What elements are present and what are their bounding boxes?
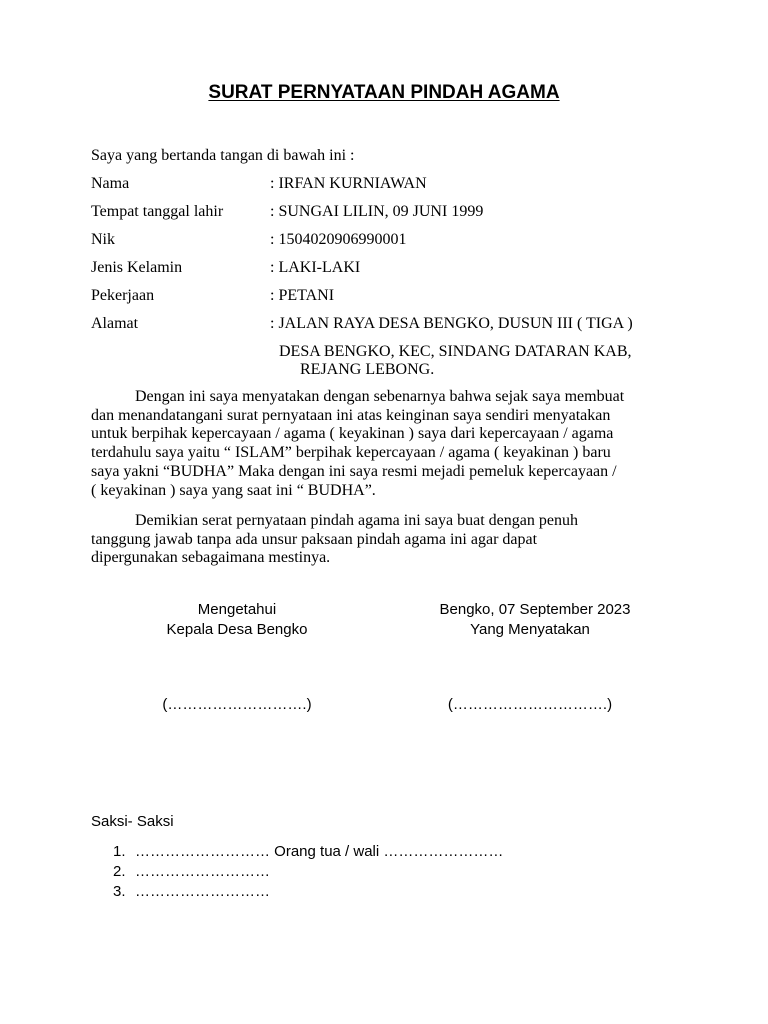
paragraph-line: Dengan ini saya menyatakan dengan sebenarnya bahwa sejak saya membuat <box>135 388 625 405</box>
witnesses-title: Saksi- Saksi <box>91 813 174 830</box>
address-line-2: DESA BENGKO, KEC, SINDANG DATARAN KAB, <box>279 343 632 360</box>
witness-number: 2. <box>113 863 126 880</box>
paragraph-line: saya yakni “BUDHA” Maka dengan ini saya resmi mejadi pemeluk kepercayaan / <box>91 462 617 480</box>
paragraph-line: ( keyakinan ) saya yang saat ini “ BUDHA”. <box>91 481 376 499</box>
sig-right-placeholder: (………………………….) <box>447 696 613 713</box>
witness-line: ……………………… Orang tua / wali …………………… <box>135 843 504 860</box>
field-label-pekerjaan: Pekerjaan <box>91 287 155 304</box>
sig-left-line2: Kepala Desa Bengko <box>166 621 308 638</box>
paragraph-line: tanggung jawab tanpa ada unsur paksaan pindah agama ini agar dapat <box>91 530 538 548</box>
paragraph-line: untuk berpihak kepercayaan / agama ( keyakinan ) saya dari kepercayaan / agama <box>91 425 614 443</box>
field-label-nama: Nama <box>91 175 130 192</box>
sig-right-line2: Yang Menyatakan <box>470 621 590 638</box>
witness-line: ……………………… <box>135 863 270 880</box>
address-line-3: REJANG LEBONG. <box>300 361 435 378</box>
field-label-jenis-kelamin: Jenis Kelamin <box>91 259 183 276</box>
paragraph-line: dipergunakan sebagaimana mestinya. <box>91 549 331 567</box>
witness-line: ……………………… <box>135 883 270 900</box>
paragraph-line: dan menandatangani surat pernyataan ini atas keinginan saya sendiri menyatakan <box>91 406 611 424</box>
field-value-ttl: : SUNGAI LILIN, 09 JUNI 1999 <box>270 203 484 220</box>
document-title: SURAT PERNYATAAN PINDAH AGAMA <box>208 82 560 103</box>
paragraph-line: Demikian serat pernyataan pindah agama ini saya buat dengan penuh <box>135 512 578 529</box>
field-label-ttl: Tempat tanggal lahir <box>91 203 224 220</box>
sig-right-date: Bengko, 07 September 2023 <box>439 601 631 618</box>
witness-number: 3. <box>113 883 126 900</box>
field-value-nama: : IRFAN KURNIAWAN <box>270 175 427 192</box>
field-label-alamat: Alamat <box>91 315 139 332</box>
statement-paragraph <box>0 388 624 500</box>
field-value-jenis-kelamin: : LAKI-LAKI <box>270 259 361 276</box>
sig-left-placeholder: (……………………….) <box>162 696 312 713</box>
field-value-alamat: : JALAN RAYA DESA BENGKO, DUSUN III ( TIGA ) <box>270 315 633 332</box>
paragraph-line: terdahulu saya yaitu “ ISLAM” berpihak kepercayaan / agama ( keyakinan ) baru <box>91 444 611 462</box>
sig-left-line1: Mengetahui <box>197 601 277 618</box>
field-value-pekerjaan: : PETANI <box>270 287 335 304</box>
field-value-nik: : 1504020906990001 <box>270 231 407 248</box>
intro-text: Saya yang bertanda tangan di bawah ini : <box>91 147 355 164</box>
field-label-nik: Nik <box>91 231 115 248</box>
closing-paragraph <box>0 512 578 568</box>
witness-number: 1. <box>113 843 126 860</box>
